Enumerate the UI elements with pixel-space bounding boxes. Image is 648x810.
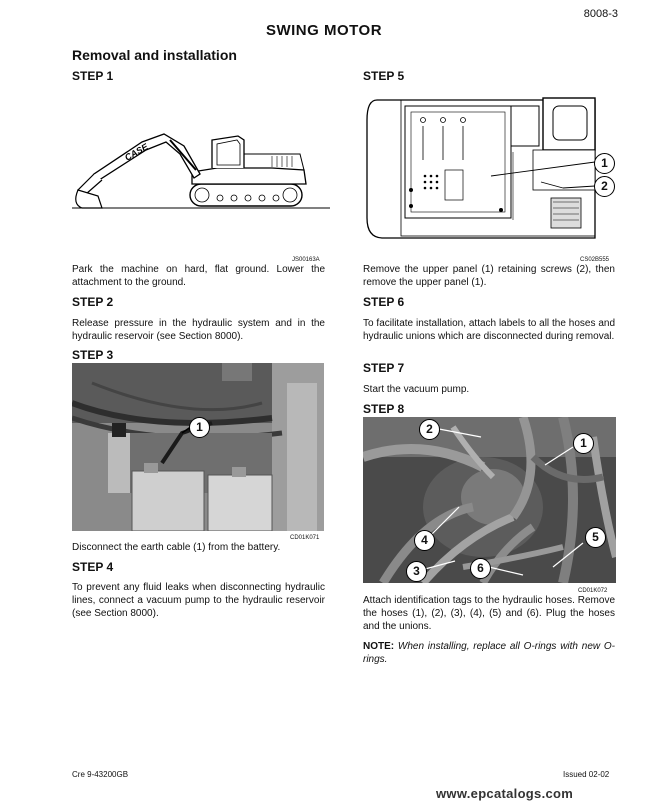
note	[363, 640, 615, 666]
step-1-label: STEP 1	[72, 69, 114, 83]
callout-5: 5	[585, 527, 606, 548]
machine-top-view-drawing	[363, 90, 617, 244]
page-title: SWING MOTOR	[265, 22, 383, 39]
step-8-text: Attach identification tags to the hydraulic hoses. Remove the hoses (1), (2), (3), (4), (5) and (6). Plug the hoses and the unions.	[363, 595, 615, 632]
step-4-text: To prevent any fluid leaks when disconnecting hydraulic lines, connect a vacuum pump to the hydraulic reservoir (see Section 8000).	[72, 582, 325, 619]
watermark: www.epcatalogs.com	[436, 786, 574, 801]
step-2-text: Release pressure in the hydraulic system and in the hydraulic reservoir (see Section 8000).	[72, 318, 325, 342]
callout-1: 1	[573, 433, 594, 454]
note-label: NOTE:	[363, 641, 395, 652]
step-6-text: To facilitate installation, attach labels to all the hoses and hydraulic unions which are disconnected during removal.	[363, 318, 615, 342]
battery-photo	[72, 363, 324, 531]
footer-issue-date: Issued 02-02	[563, 770, 610, 779]
callout-6: 6	[470, 558, 491, 579]
callout-1: 1	[594, 153, 615, 174]
step-2-label: STEP 2	[72, 295, 114, 309]
step-3-label: STEP 3	[72, 348, 114, 362]
callout-2: 2	[419, 419, 440, 440]
callout-1: 1	[189, 417, 210, 438]
page-number: 8008-3	[583, 8, 618, 20]
callout-2: 2	[594, 176, 615, 197]
step-5-label: STEP 5	[363, 69, 405, 83]
step-7-label: STEP 7	[363, 361, 405, 375]
step-5-image-code: CS02B555	[580, 257, 610, 263]
step-1-image-code: JS00163A	[292, 257, 320, 263]
step-7-text: Start the vacuum pump.	[363, 384, 470, 395]
callout-3: 3	[406, 561, 427, 582]
footer-doc-code: Cre 9-43200GB	[72, 770, 129, 779]
callout-4: 4	[414, 530, 435, 551]
step-5-text: Remove the upper panel (1) retaining screws (2), then remove the upper panel (1).	[363, 264, 615, 288]
hydraulic-hoses-photo	[363, 417, 616, 583]
note-text: When installing, replace all O-rings with new O-rings.	[363, 641, 615, 665]
step-4-label: STEP 4	[72, 560, 114, 574]
step-6-label: STEP 6	[363, 295, 405, 309]
excavator-illustration	[72, 118, 330, 218]
step-1-text: Park the machine on hard, flat ground. Lower the attachment to the ground.	[72, 264, 325, 288]
section-title: Removal and installation	[72, 47, 237, 63]
step-8-label: STEP 8	[363, 402, 405, 416]
case-logo: CASE	[123, 141, 150, 163]
step-8-image-code: CD01K072	[578, 588, 608, 594]
step-3-image-code: CD01K071	[290, 535, 320, 541]
step-3-text: Disconnect the earth cable (1) from the battery.	[72, 542, 281, 553]
